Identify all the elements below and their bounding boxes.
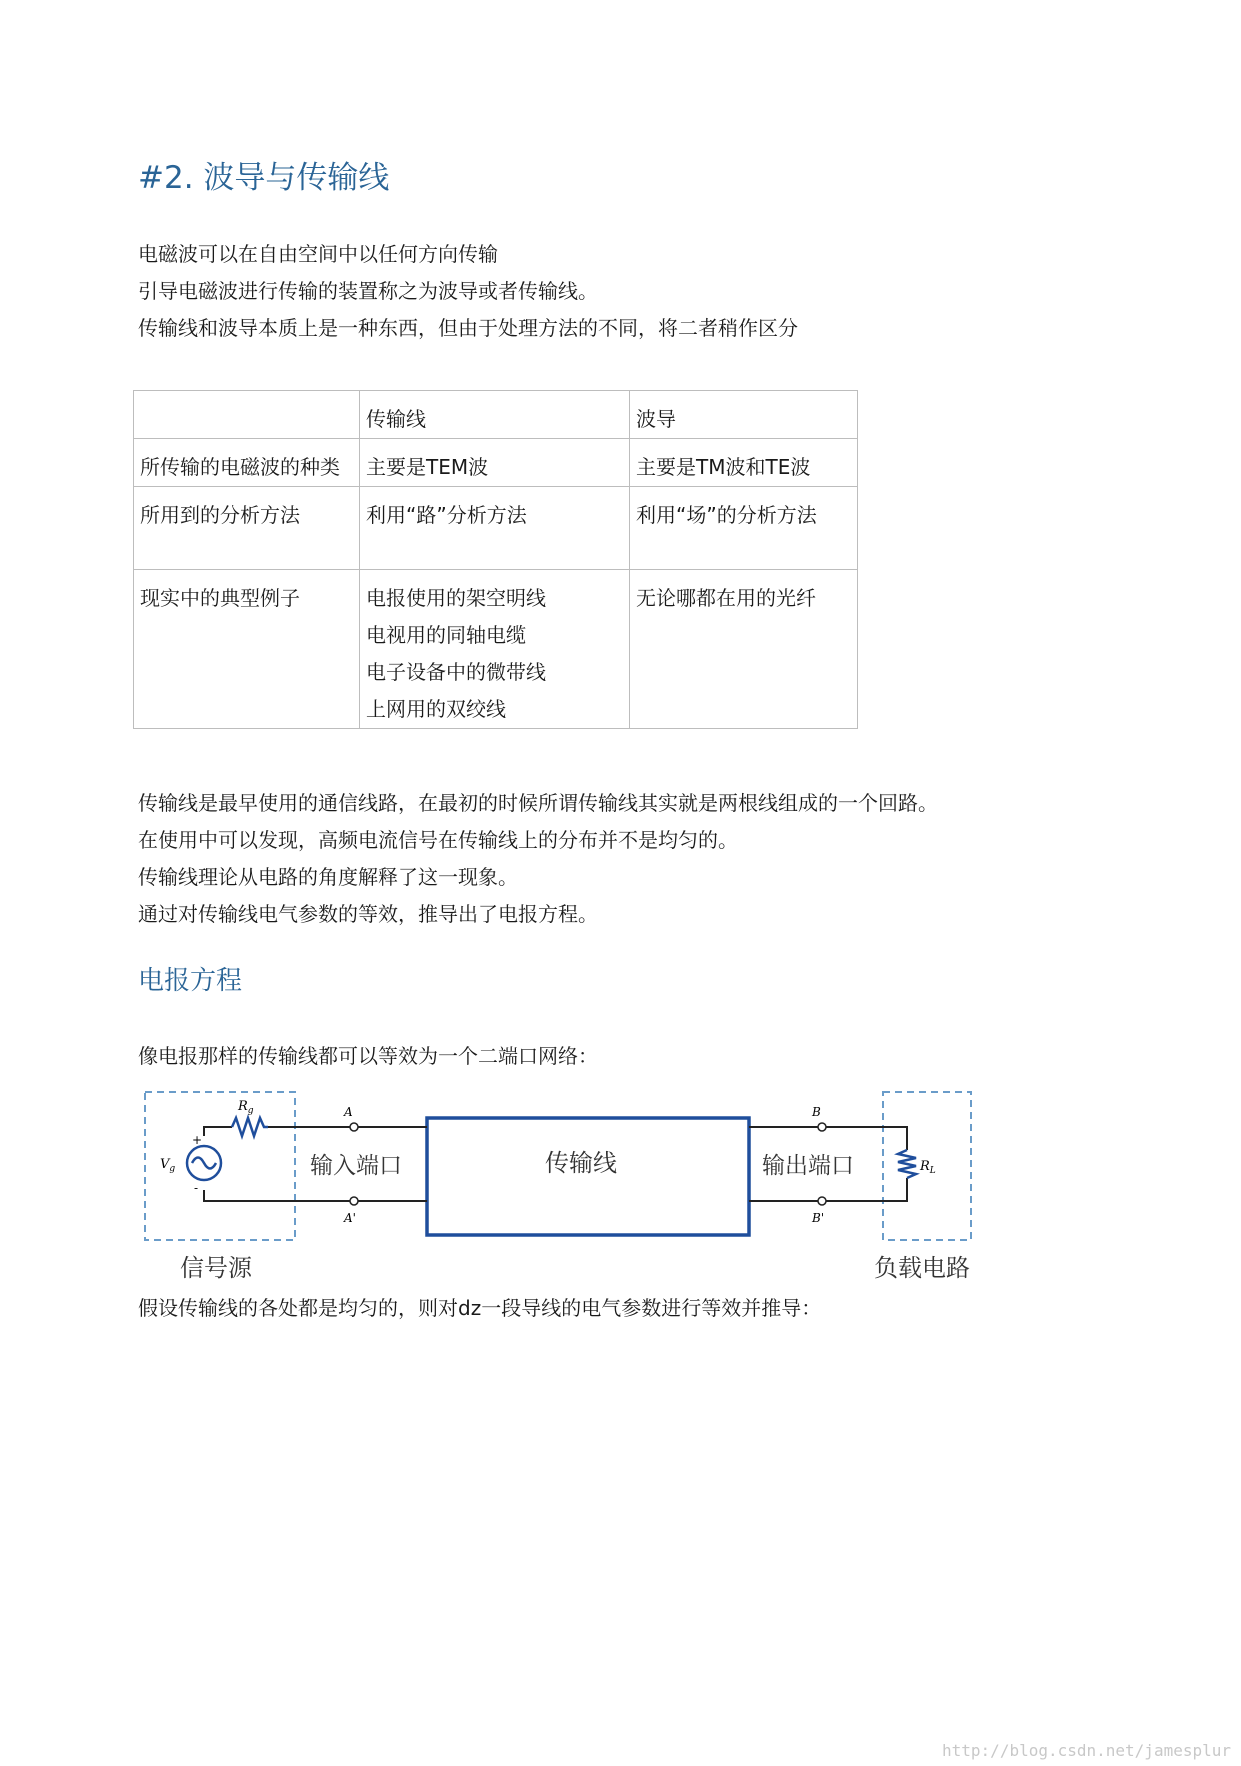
intro-line: 电磁波可以在自由空间中以任何方向传输 [138,242,498,266]
wire [204,1190,350,1201]
plus-sign: + [192,1133,203,1147]
cell-text: 主要是TEM波 [366,455,489,479]
row-label: 所用到的分析方法 [134,487,360,570]
page-title: #2. 波导与传输线 [138,160,390,196]
cell-text: 利用“场”的分析方法 [636,503,817,527]
two-port-network-diagram [130,1080,990,1290]
node-b-prime-label: B' [812,1211,825,1225]
minus-sign: - [194,1181,199,1195]
wire [204,1127,232,1136]
intro-line: 引导电磁波进行传输的装置称之为波导或者传输线。 [138,279,598,303]
wire [826,1178,907,1201]
terminal-a-prime [350,1197,358,1205]
cell-text: 电报使用的架空明线 [366,586,546,610]
rg-resistor-icon [232,1118,268,1136]
source-caption: 信号源 [180,1254,252,1282]
row-label: 现实中的典型例子 [134,570,360,729]
table-cell [360,570,630,729]
table-cell [630,487,858,570]
intro-line: 传输线和波导本质上是一种东西，但由于处理方法的不同，将二者稍作区分 [138,316,798,340]
rl-resistor-icon [898,1150,916,1178]
wire [826,1127,907,1150]
cell-text: 利用“路”分析方法 [366,503,527,527]
table-header-cell [134,391,360,439]
vg-label: $V_g$ [160,1157,176,1174]
table-header-cell: 传输线 [360,391,630,439]
node-b-label: B [812,1105,821,1119]
table-cell [360,487,630,570]
table-row [134,570,858,729]
table-cell [630,439,858,487]
body-line: 通过对传输线电气参数的等效，推导出了电报方程。 [138,902,598,926]
cell-text: 电视用的同轴电缆 [366,623,526,647]
body-line: 传输线理论从电路的角度解释了这一现象。 [138,865,518,889]
body-line: 在使用中可以发现，高频电流信号在传输线上的分布并不是均匀的。 [138,828,738,852]
sine-wave-icon [192,1158,216,1169]
load-caption: 负载电路 [874,1254,970,1282]
output-port-label: 输出端口 [762,1153,854,1179]
cell-text: 主要是TM波和TE波 [636,455,811,479]
node-a-label: A [344,1105,353,1119]
terminal-b [818,1123,826,1131]
table-header-cell: 波导 [630,391,858,439]
table-cell [360,439,630,487]
line-label: 传输线 [545,1149,617,1177]
cell-text: 上网用的双绞线 [366,697,506,721]
row-label: 所传输的电磁波的种类 [134,439,360,487]
table-row [134,487,858,570]
rg-label: $R_g$ [238,1099,254,1116]
section-heading: 电报方程 [138,966,243,996]
intro-paragraph [138,236,798,347]
table-header-row [134,391,858,439]
closing-line: 假设传输线的各处都是均匀的，则对dz一段导线的电气参数进行等效并推导： [138,1296,822,1320]
table-row [134,439,858,487]
watermark: http://blog.csdn.net/jamesplur [942,1741,1231,1760]
body-line: 传输线是最早使用的通信线路，在最初的时候所谓传输线其实就是两根线组成的一个回路。 [138,791,938,815]
terminal-b-prime [818,1197,826,1205]
terminal-a [350,1123,358,1131]
rl-label: $R_L$ [920,1159,936,1176]
diagram-intro: 像电报那样的传输线都可以等效为一个二端口网络： [138,1044,598,1068]
cell-text: 电子设备中的微带线 [366,660,546,684]
body-paragraph [138,785,938,933]
table-cell [630,570,858,729]
cell-text: 无论哪都在用的光纤 [636,586,816,610]
node-a-prime-label: A' [344,1211,356,1225]
input-port-label: 输入端口 [310,1153,402,1179]
comparison-table [133,390,858,729]
